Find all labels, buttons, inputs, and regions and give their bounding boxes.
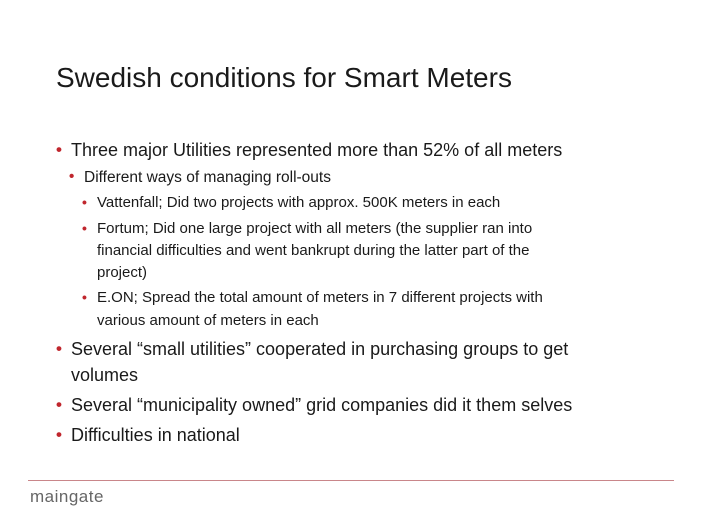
bullet-text: Vattenfall; Did two projects with approx. 500K meters in each [97,194,501,211]
bullet-text: Fortum; Did one large project with all meters (the supplier ran into [97,220,533,237]
bullet-text: E.ON; Spread the total amount of meters in 7 different projects with [97,289,543,306]
bullet-text: Three major Utilities represented more than 52% of all meters [71,140,563,160]
bullet-dot-icon: • [82,289,87,305]
bullet-dot-icon: • [56,395,62,414]
bullet-dot-icon: • [82,194,87,210]
bullet-dot-icon: • [56,425,62,444]
footer-divider [28,480,674,481]
bullet-text: volumes [71,365,139,385]
bullet-text: Different ways of managing roll-outs [84,169,331,186]
bullet-dot-icon: • [56,339,62,358]
bullet-dot-icon: • [56,140,62,159]
bullet-text: Difficulties in national [71,425,240,445]
bullet-text: Several “municipality owned” grid companies did it them selves [71,395,573,415]
bullet-text: financial difficulties and went bankrupt during the latter part of the [97,242,530,259]
bullet-dot-icon: • [82,220,87,236]
slide-title: Swedish conditions for Smart Meters [56,62,512,93]
bullet-text: various amount of meters in each [97,312,319,329]
bullet-text: Several “small utilities” cooperated in purchasing groups to get [71,339,569,359]
maingate-logo: maingate [30,487,104,506]
bullet-text: project) [97,264,148,281]
bullet-dot-icon: • [69,168,75,185]
